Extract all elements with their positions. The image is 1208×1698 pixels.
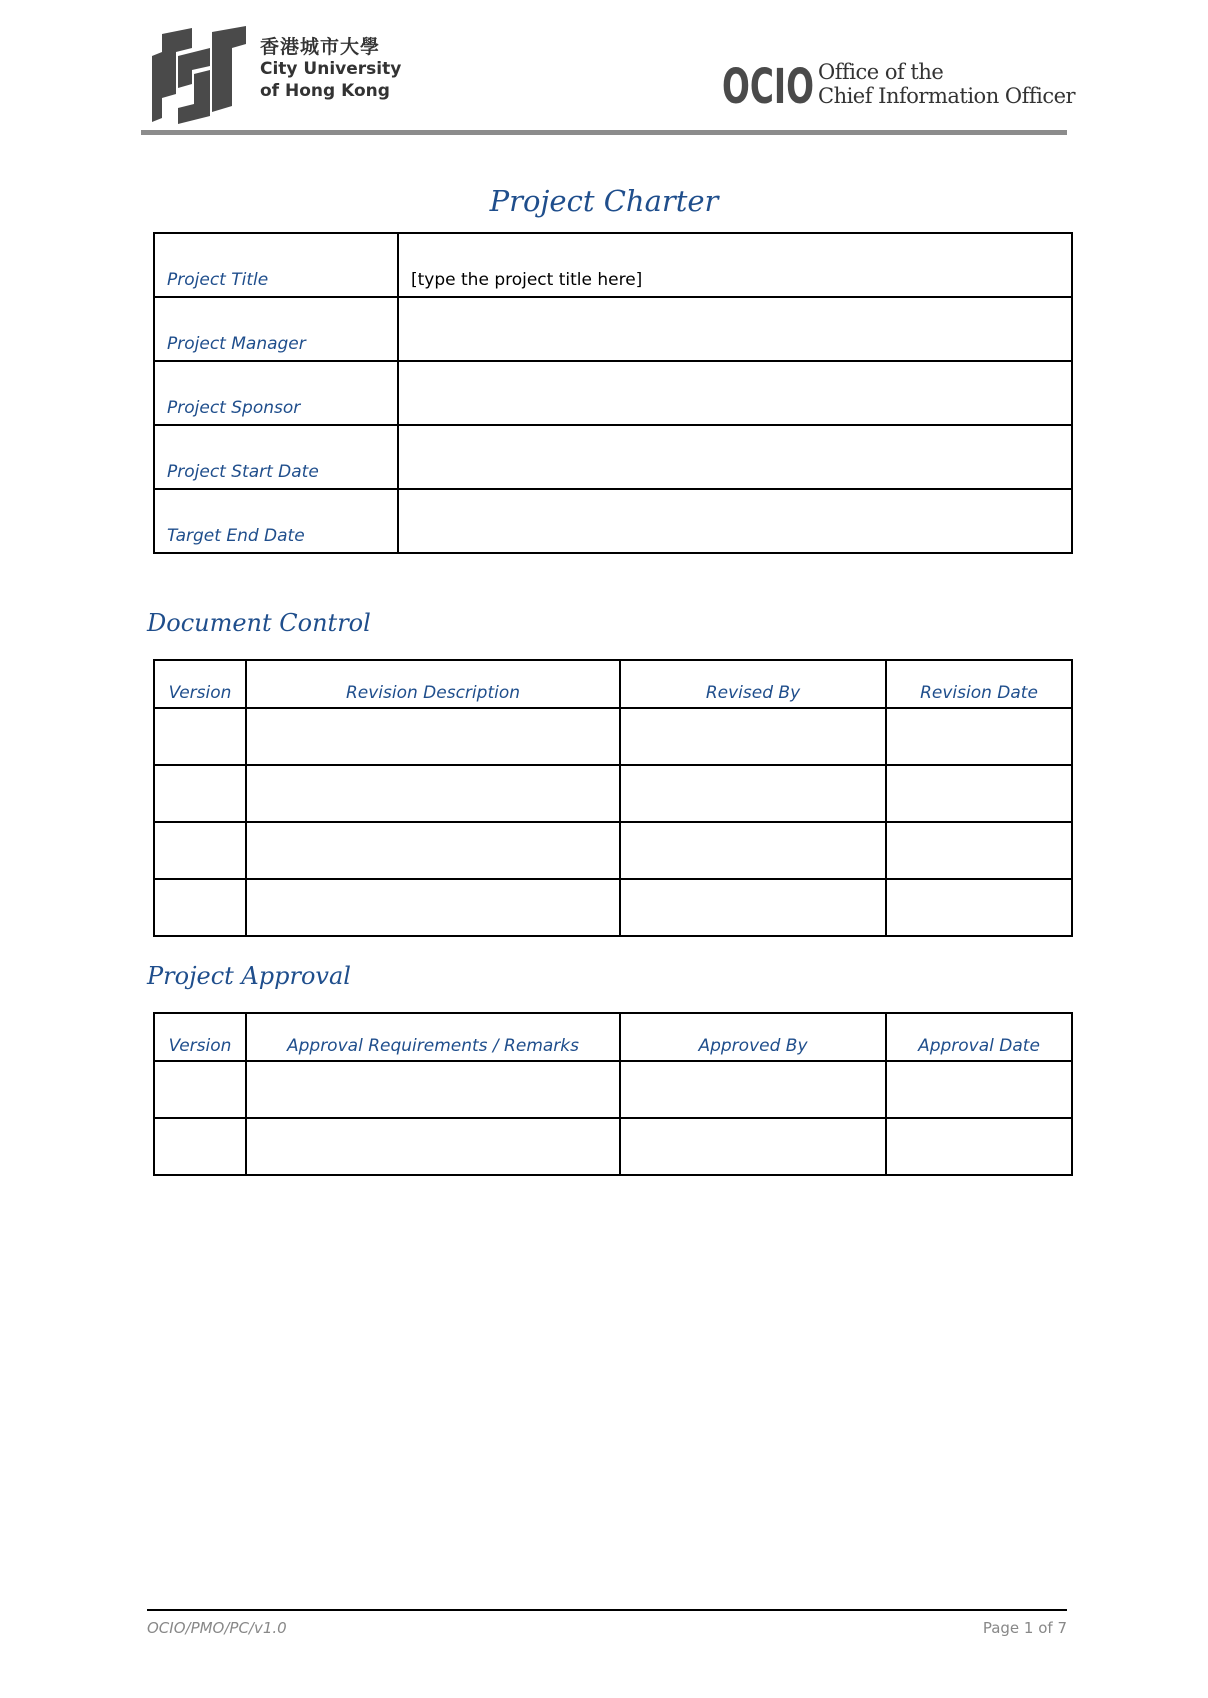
ocio-mark: OCIO: [722, 59, 814, 115]
table-cell[interactable]: [886, 1061, 1072, 1118]
table-cell[interactable]: [620, 879, 886, 936]
document-control-table: [153, 659, 1073, 937]
column-header-approval-requirements: Approval Requirements / Remarks: [246, 1013, 620, 1061]
column-header-revision-date: Revision Date: [886, 660, 1072, 708]
table-row: [154, 765, 1072, 822]
table-cell[interactable]: [154, 879, 246, 936]
table-cell[interactable]: [620, 1061, 886, 1118]
document-title: Project Charter: [489, 184, 719, 218]
table-row: [154, 822, 1072, 879]
table-row: [154, 879, 1072, 936]
table-cell[interactable]: [620, 765, 886, 822]
project-sponsor-label: Project Sponsor: [154, 361, 398, 425]
table-cell[interactable]: [246, 822, 620, 879]
column-header-revised-by: Revised By: [620, 660, 886, 708]
footer-divider: [147, 1609, 1067, 1611]
table-cell[interactable]: [886, 765, 1072, 822]
column-header-version: Version: [154, 660, 246, 708]
table-row: [154, 297, 1072, 361]
table-cell[interactable]: [154, 708, 246, 765]
ocio-logo-icon: [722, 56, 816, 115]
table-cell[interactable]: [886, 822, 1072, 879]
table-row: [154, 489, 1072, 553]
cityu-logo-icon: [148, 26, 252, 126]
document-code: OCIO/PMO/PC/v1.0: [147, 1619, 287, 1637]
ocio-name: [818, 60, 1075, 108]
table-cell[interactable]: [246, 765, 620, 822]
table-cell[interactable]: [886, 708, 1072, 765]
table-header-row: [154, 1013, 1072, 1061]
table-cell[interactable]: [154, 822, 246, 879]
table-row: [154, 361, 1072, 425]
table-cell[interactable]: [886, 1118, 1072, 1175]
project-title-field[interactable]: [type the project title here]: [398, 233, 1072, 297]
table-cell[interactable]: [154, 1061, 246, 1118]
table-row: [154, 1061, 1072, 1118]
table-cell[interactable]: [620, 822, 886, 879]
university-name-zh: 香港城市大學: [260, 36, 381, 58]
university-name-en-line2: of Hong Kong: [260, 81, 390, 101]
table-header-row: [154, 660, 1072, 708]
project-sponsor-field[interactable]: [398, 361, 1072, 425]
project-title-label: Project Title: [154, 233, 398, 297]
column-header-approval-date: Approval Date: [886, 1013, 1072, 1061]
table-row: [154, 708, 1072, 765]
table-cell[interactable]: [246, 1118, 620, 1175]
column-header-approved-by: Approved By: [620, 1013, 886, 1061]
ocio-name-line1: Office of the: [818, 60, 944, 84]
table-cell[interactable]: [154, 1118, 246, 1175]
column-header-revision-description: Revision Description: [246, 660, 620, 708]
project-approval-table: [153, 1012, 1073, 1176]
document-control-heading: Document Control: [147, 609, 371, 637]
table-cell[interactable]: [886, 879, 1072, 936]
table-cell[interactable]: [620, 708, 886, 765]
project-manager-field[interactable]: [398, 297, 1072, 361]
header-divider: [141, 130, 1067, 135]
page-number: Page 1 of 7: [982, 1619, 1067, 1637]
table-row: [154, 1118, 1072, 1175]
target-end-date-label: Target End Date: [154, 489, 398, 553]
table-row: [154, 233, 1072, 297]
table-cell[interactable]: [246, 879, 620, 936]
project-start-date-label: Project Start Date: [154, 425, 398, 489]
project-start-date-field[interactable]: [398, 425, 1072, 489]
table-cell[interactable]: [246, 1061, 620, 1118]
table-row: [154, 425, 1072, 489]
project-info-table: [153, 232, 1073, 554]
ocio-name-line2: Chief Information Officer: [818, 84, 1076, 108]
column-header-version: Version: [154, 1013, 246, 1061]
project-manager-label: Project Manager: [154, 297, 398, 361]
table-cell[interactable]: [154, 765, 246, 822]
table-cell[interactable]: [246, 708, 620, 765]
university-name: [260, 36, 401, 102]
table-cell[interactable]: [620, 1118, 886, 1175]
target-end-date-field[interactable]: [398, 489, 1072, 553]
project-approval-heading: Project Approval: [147, 962, 351, 990]
university-name-en-line1: City University: [260, 59, 402, 79]
